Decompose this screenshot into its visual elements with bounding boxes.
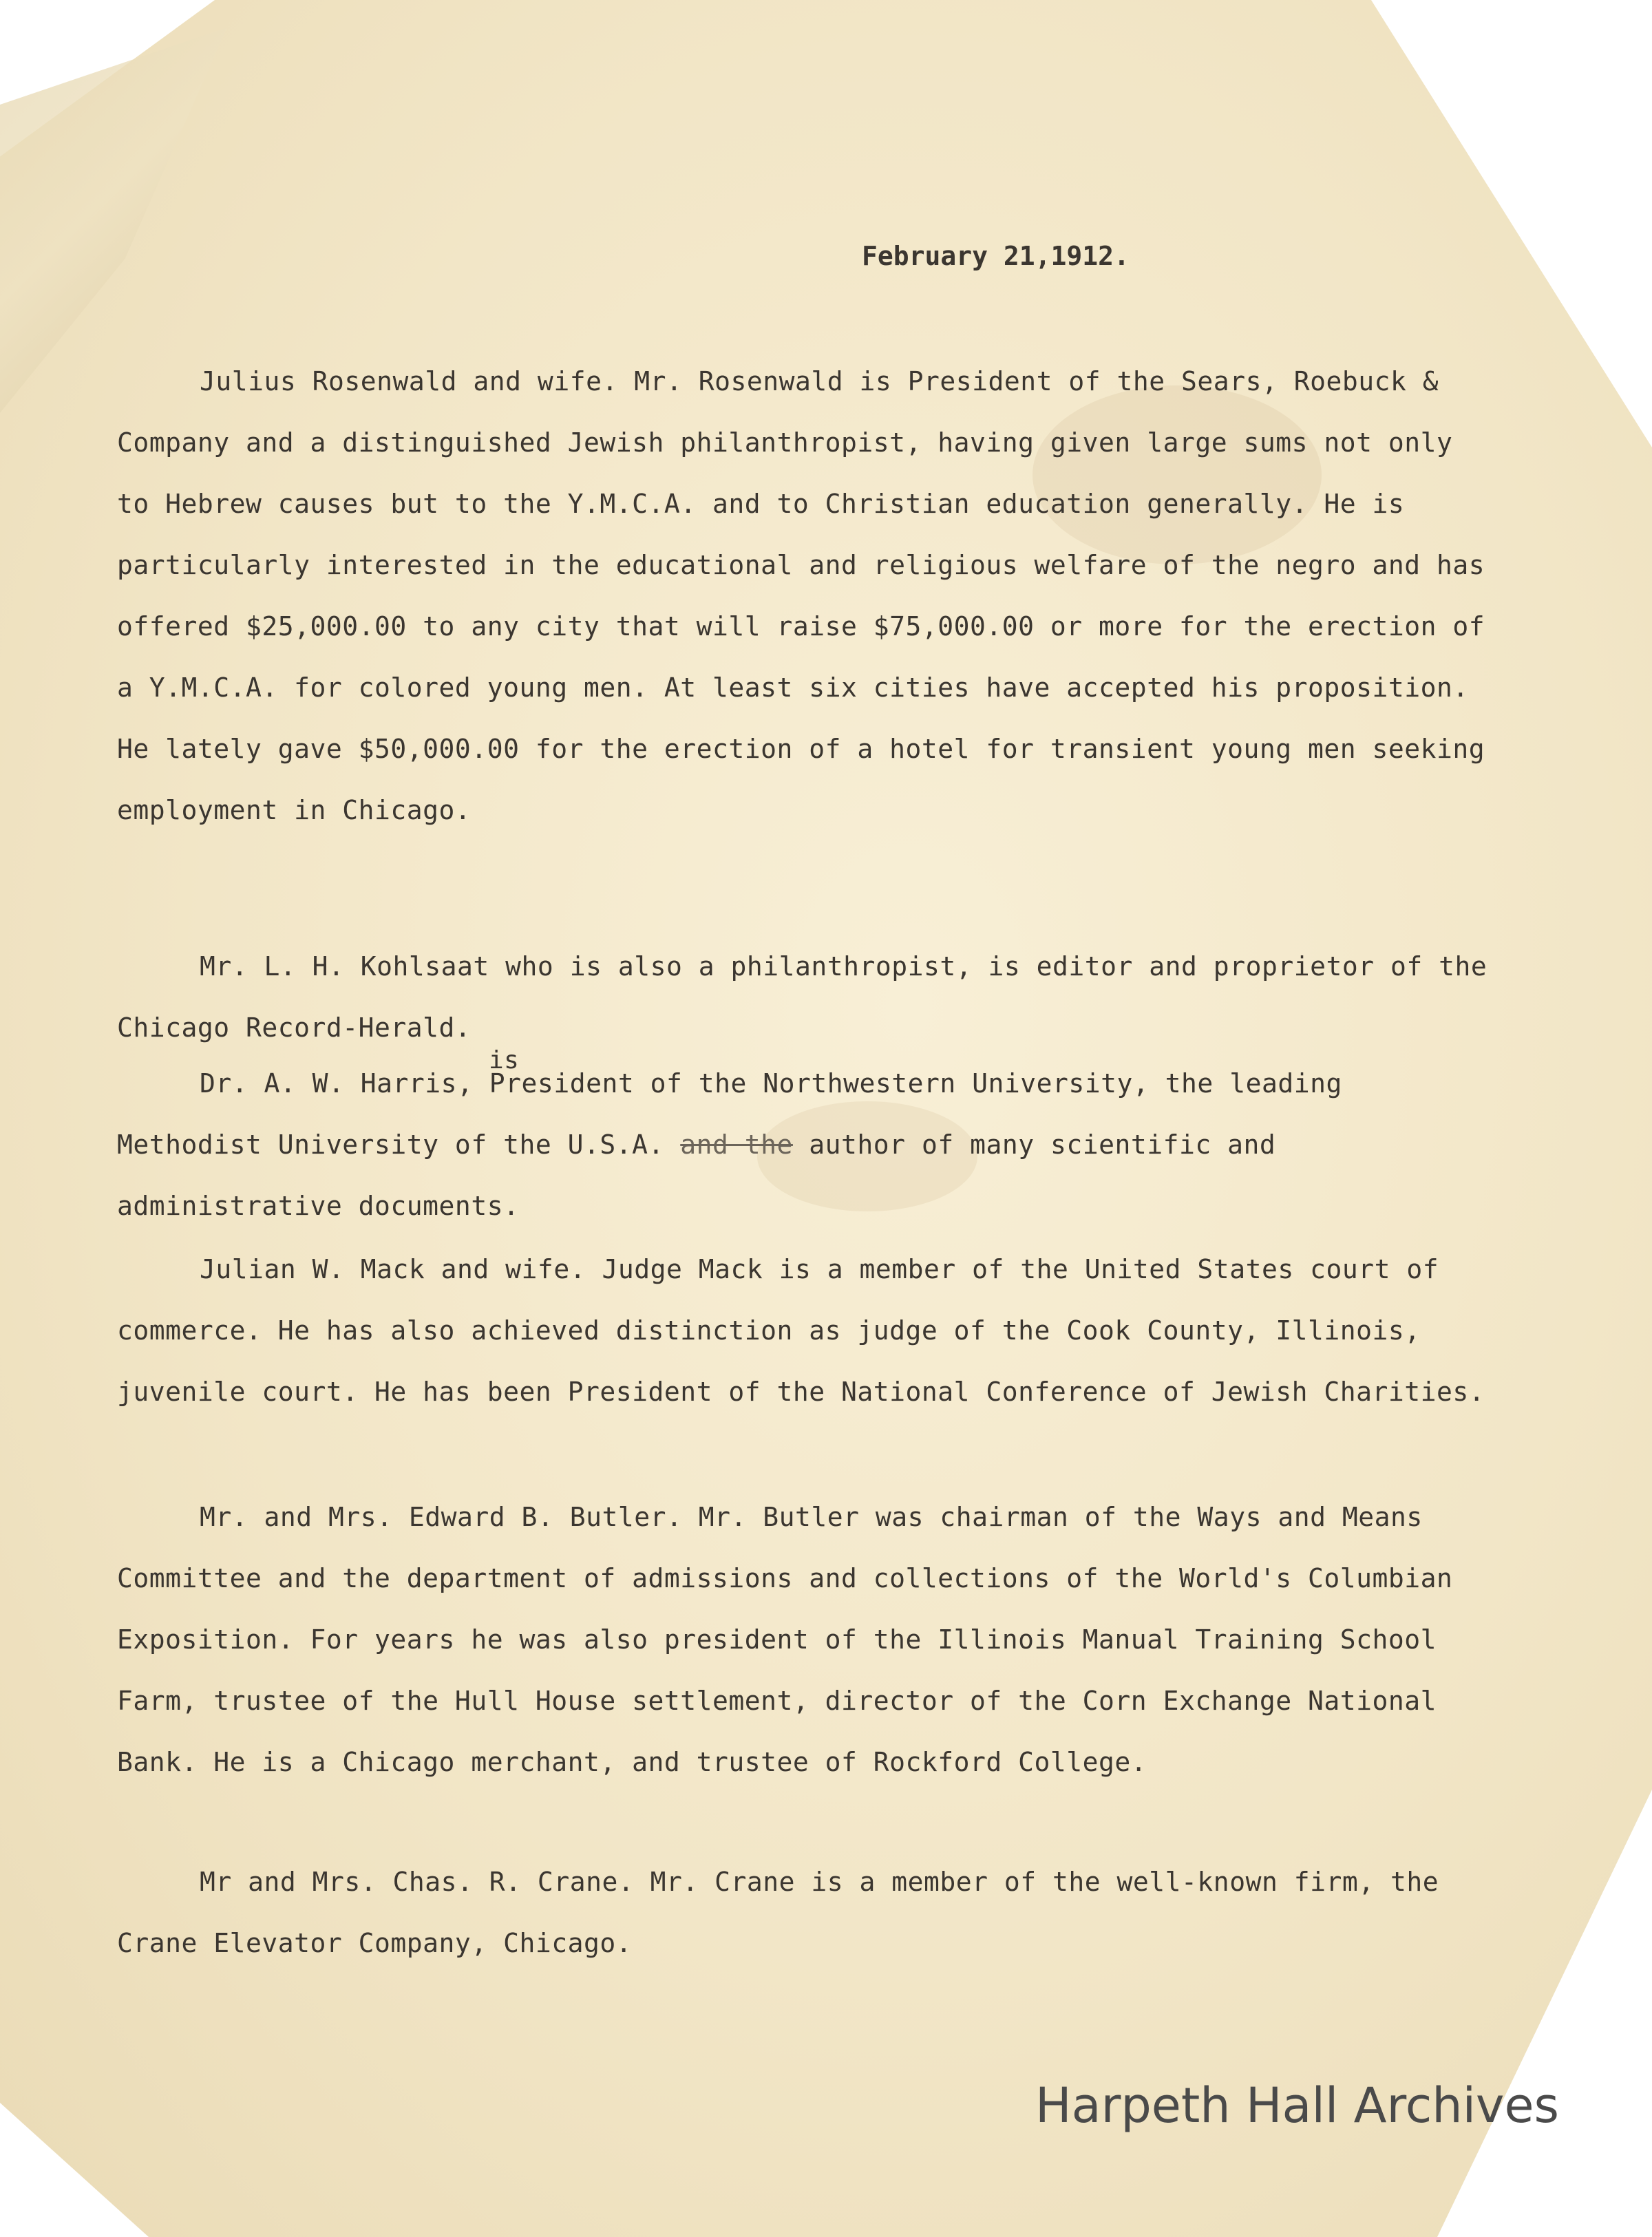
harris-text-before: Dr. A. W. Harris, President of the Northwestern University, the leading Methodist University of the U.S.A. — [117, 1068, 1342, 1160]
handwritten-insertion: is — [489, 1046, 520, 1074]
archive-watermark: Harpeth Hall Archives — [1035, 2077, 1559, 2134]
letter-date: February 21,1912. — [862, 241, 1130, 271]
paragraph-kohlsaat: Mr. L. H. Kohlsaat who is also a philanthropist, is editor and proprietor of the Chicago Record-Herald. — [117, 951, 1487, 1043]
paragraph-butler: Mr. and Mrs. Edward B. Butler. Mr. Butler was chairman of the Ways and Means Committee and the department of admissions and collections of the World's Columbian Exposition. For years he was also president of the Illinois Manual Training School Farm, trustee of the Hull House settlement, director of the Corn Exchange National Bank. He is a Chicago merchant, and trustee of Rockford College. — [117, 1502, 1453, 1777]
paragraph-rosenwald: Julius Rosenwald and wife. Mr. Rosenwald is President of the Sears, Roebuck & Company and a distinguished Jewish philanthropist, having given large sums not only to Hebrew causes but to the Y.M.C.A. and to Christian education generally. He is particularly interested in the educational and religious welfare of the negro and has offered $25,000.00 to any city that will raise $75,000.00 or more for the erection of a Y.M.C.A. for colored young men. At least six cities have accepted his proposition. He lately gave $50,000.00 for the erection of a hotel for transient young men seeking employment in Chicago. — [117, 366, 1485, 825]
paragraph-harris — [117, 1053, 1494, 1237]
paragraph-crane: Mr and Mrs. Chas. R. Crane. Mr. Crane is a member of the well-known firm, the Crane Elevator Company, Chicago. — [117, 1867, 1439, 1958]
harris-text-after: author of many scientific and administrative documents. — [117, 1130, 1276, 1221]
struck-text: and the — [680, 1130, 793, 1160]
paragraph-mack: Julian W. Mack and wife. Judge Mack is a member of the United States court of commerce. He has also achieved distinction as judge of the Cook County, Illinois, juvenile court. He has been President of the National Conference of Jewish Charities. — [117, 1254, 1485, 1407]
